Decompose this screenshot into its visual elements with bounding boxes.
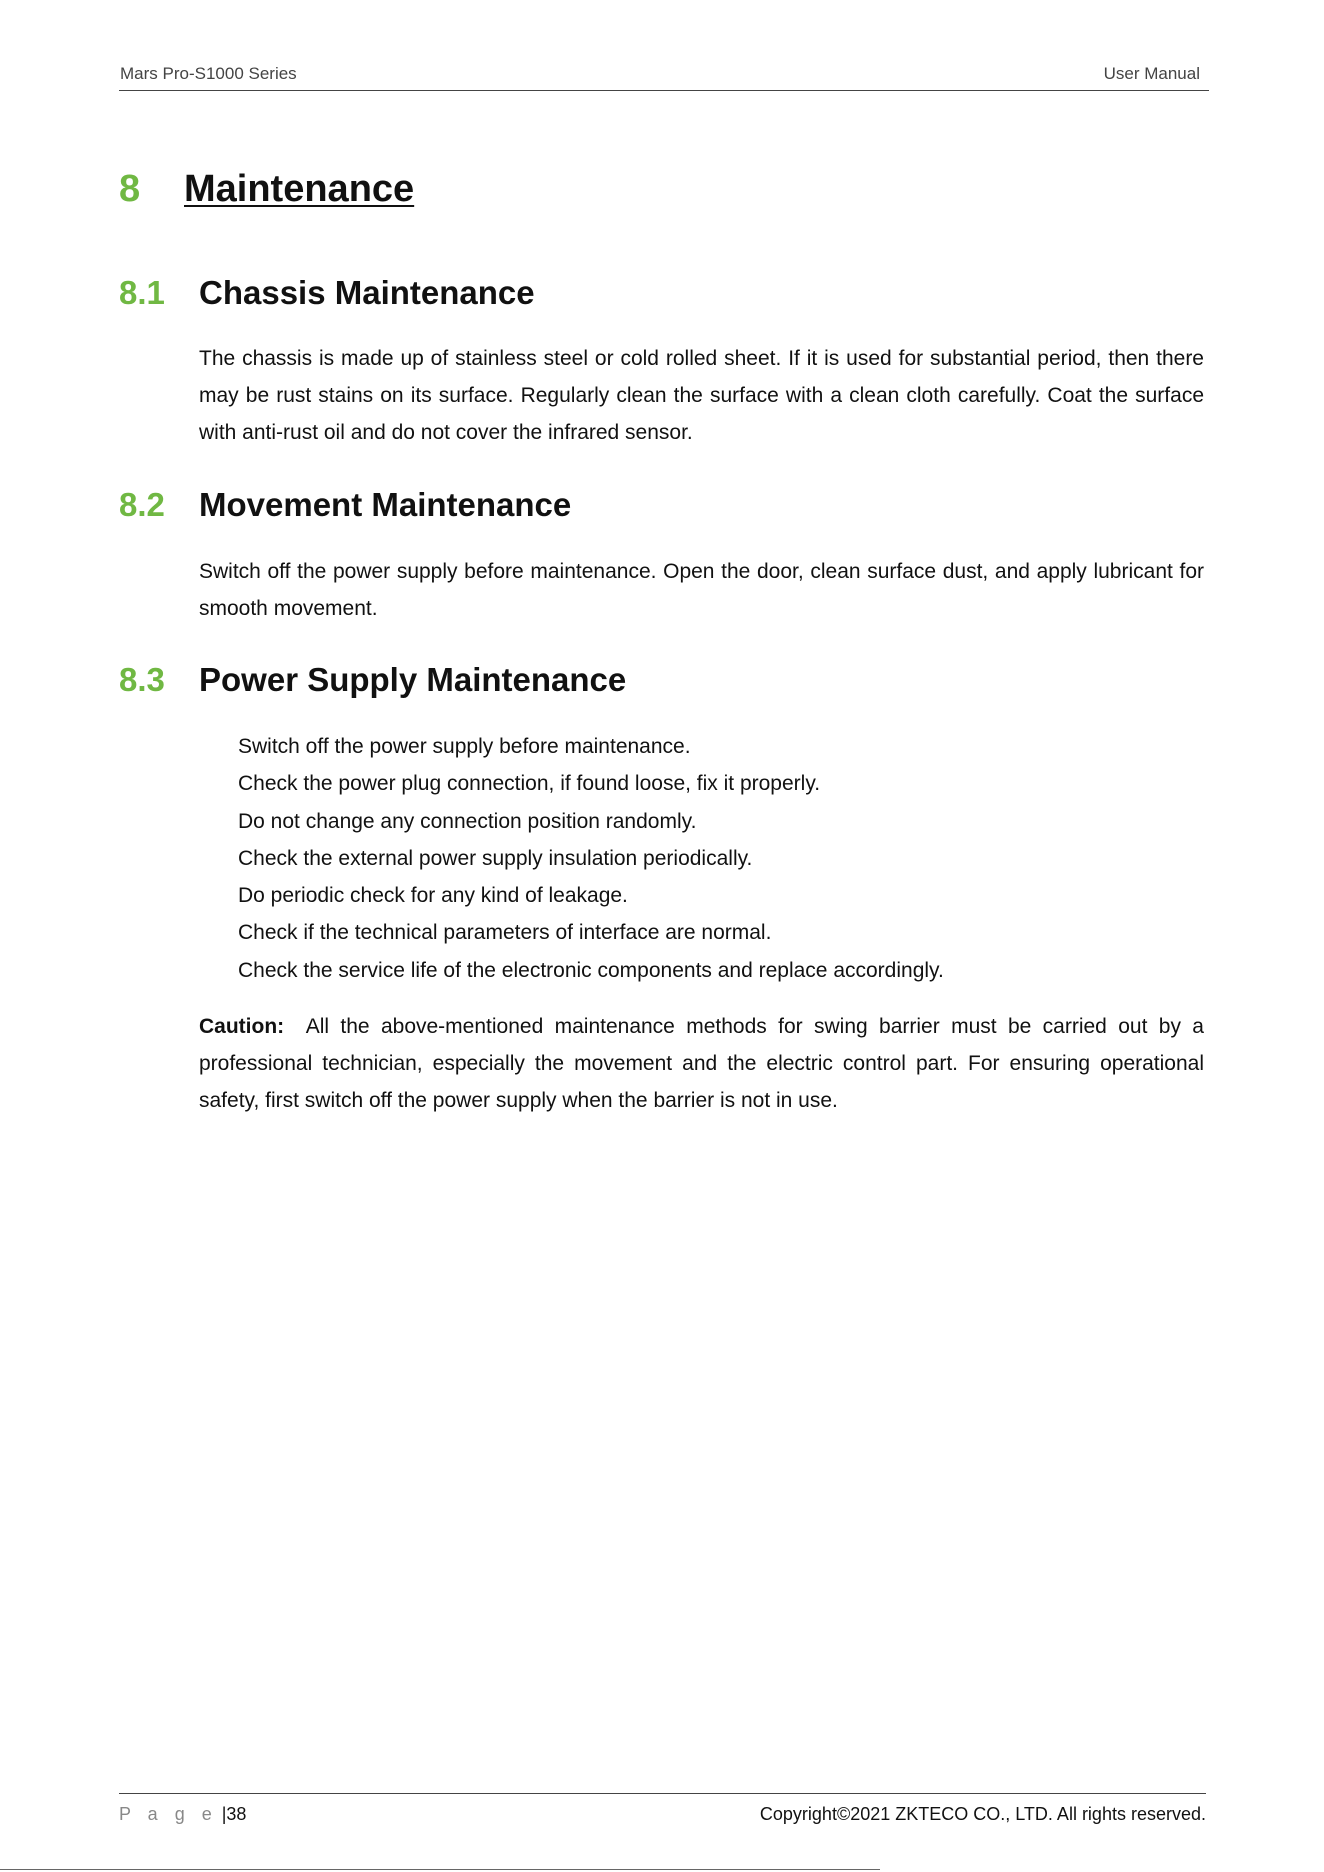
section-heading-8-2 [119, 488, 571, 521]
page-indicator: P a g e |38 [119, 1804, 247, 1824]
chapter-title: Maintenance [184, 168, 415, 210]
copyright-notice: Copyright©2021 ZKTECO CO., LTD. All rights reserved. [759, 1804, 1206, 1824]
list-item: Check the external power supply insulation periodically. [238, 846, 753, 870]
chapter-heading [119, 170, 414, 208]
list-item: Switch off the power supply before maintenance. [238, 735, 691, 758]
section-number: 8.2 [119, 486, 165, 523]
bottom-rule [0, 1869, 880, 1870]
section-body-8-1: The chassis is made up of stainless steel or cold rolled sheet. If it is used for substantial period, then there may be rust stains on its surface. Regularly clean the surface with a clean cloth carefully. Coat the surface with anti-rust oil and do not cover the infrared sensor. [199, 347, 1204, 444]
page-header [119, 62, 1209, 91]
section-number: 8.1 [119, 274, 165, 311]
caution-note [199, 1008, 1204, 1119]
page-label: P a g e [119, 1804, 218, 1824]
section-number: 8.3 [119, 661, 165, 698]
caution-text: All the above-mentioned maintenance methods for swing barrier must be carried out by a professional technician, especially the movement and the electric control part. For ensuring operational safety, first switch off the power supply when the barrier is not in use. [199, 1015, 1204, 1112]
maintenance-checklist [238, 728, 944, 989]
page-footer [119, 1793, 1206, 1824]
section-title: Power Supply Maintenance [199, 661, 627, 698]
section-body-8-2: Switch off the power supply before maintenance. Open the door, clean surface dust, and apply lubricant for smooth movement. [199, 560, 1204, 620]
list-item: Do not change any connection position randomly. [238, 809, 697, 833]
section-heading-8-1 [119, 276, 535, 309]
page-number: 38 [226, 1804, 247, 1824]
header-document-type: User Manual [1103, 64, 1200, 83]
caution-label: Caution: [199, 1015, 285, 1038]
header-product-name: Mars Pro-S1000 Series [120, 64, 297, 83]
section-heading-8-3 [119, 663, 626, 696]
chapter-number: 8 [119, 168, 141, 210]
section-title: Chassis Maintenance [199, 274, 535, 311]
list-item: Do periodic check for any kind of leakage. [238, 884, 628, 908]
list-item: Check the power plug connection, if found loose, fix it properly. [238, 772, 821, 796]
list-item: Check if the technical parameters of interface are normal. [238, 921, 772, 945]
section-title: Movement Maintenance [199, 486, 572, 523]
list-item: Check the service life of the electronic components and replace accordingly. [238, 958, 944, 982]
